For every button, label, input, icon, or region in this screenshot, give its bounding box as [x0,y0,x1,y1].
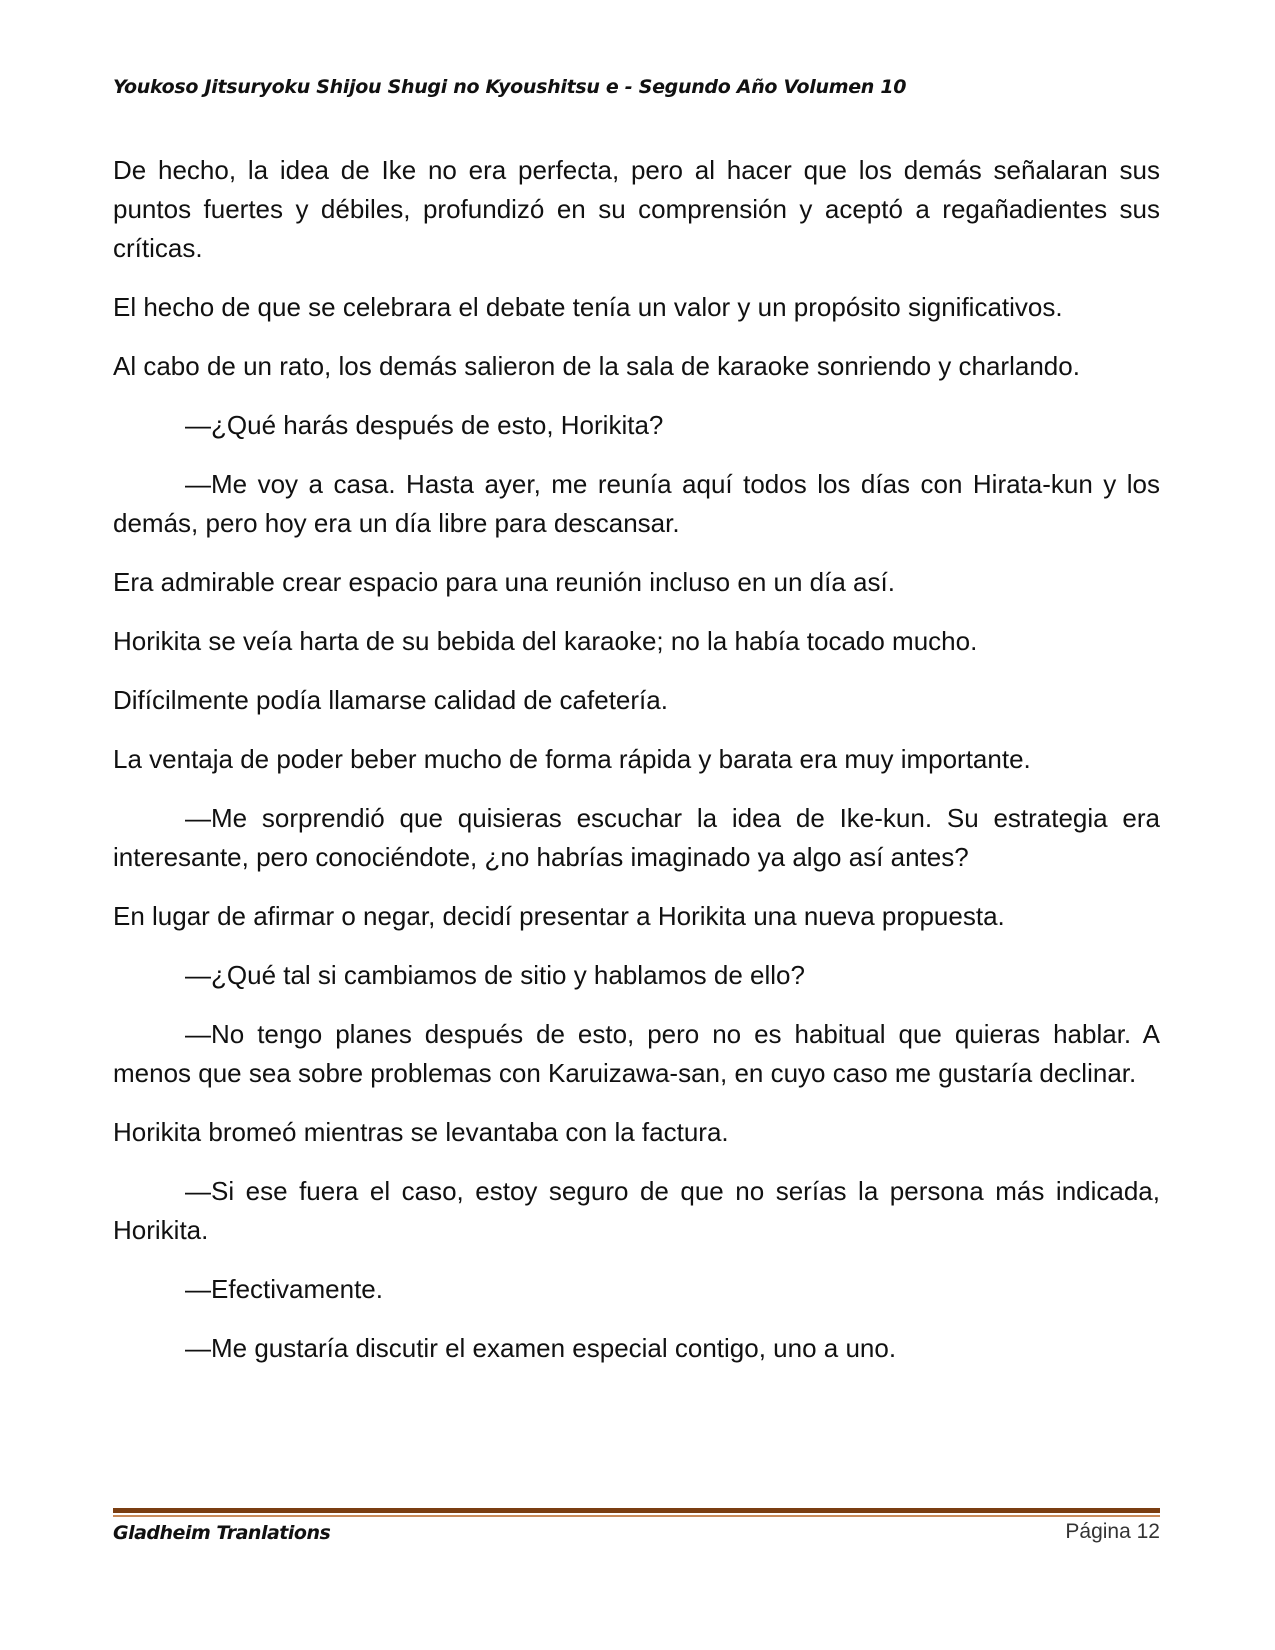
dialogue-paragraph: —Si ese fuera el caso, estoy seguro de que no serías la persona más indicada, Horikita. [113,1176,1160,1245]
paragraph: Al cabo de un rato, los demás salieron de la sala de karaoke sonriendo y charlando. [113,351,1080,381]
paragraph: En lugar de afirmar o negar, decidí presentar a Horikita una nueva propuesta. [113,901,1005,931]
paragraph: Difícilmente podía llamarse calidad de cafetería. [113,685,668,715]
paragraph: Horikita se veía harta de su bebida del karaoke; no la había tocado mucho. [113,626,978,656]
dialogue-paragraph: —No tengo planes después de esto, pero no es habitual que quieras hablar. A menos que sea sobre problemas con Karuizawa-san, en cuyo caso me gustaría declinar. [113,1019,1160,1088]
footer-divider [113,1508,1160,1517]
paragraph: El hecho de que se celebrara el debate tenía un valor y un propósito significativos. [113,292,1063,322]
dialogue-paragraph: —Efectivamente. [185,1274,383,1304]
footer-credit: Gladheim Tranlations [113,1522,331,1544]
dialogue-paragraph: —Me sorprendió que quisieras escuchar la idea de Ike-kun. Su estrategia era interesante, pero conociéndote, ¿no habrías imaginado ya algo así antes? [113,803,1160,872]
paragraph: Horikita bromeó mientras se levantaba con la factura. [113,1117,729,1147]
running-header: Youkoso Jitsuryoku Shijou Shugi no Kyoushitsu e - Segundo Año Volumen 10 [113,76,907,98]
paragraph: La ventaja de poder beber mucho de forma rápida y barata era muy importante. [113,744,1031,774]
paragraph: De hecho, la idea de Ike no era perfecta, pero al hacer que los demás señalaran sus puntos fuertes y débiles, profundizó en su comprensión y aceptó a regañadientes sus críticas. [113,155,1160,263]
document-body [113,151,1160,1388]
dialogue-paragraph: —Me gustaría discutir el examen especial contigo, uno a uno. [185,1333,897,1363]
page-number: Página 12 [1065,1520,1160,1543]
dialogue-paragraph: —¿Qué harás después de esto, Horikita? [185,410,664,440]
dialogue-paragraph: —¿Qué tal si cambiamos de sitio y hablamos de ello? [185,960,805,990]
dialogue-paragraph: —Me voy a casa. Hasta ayer, me reunía aquí todos los días con Hirata-kun y los demás, pero hoy era un día libre para descansar. [113,469,1160,538]
paragraph: Era admirable crear espacio para una reunión incluso en un día así. [113,567,895,597]
